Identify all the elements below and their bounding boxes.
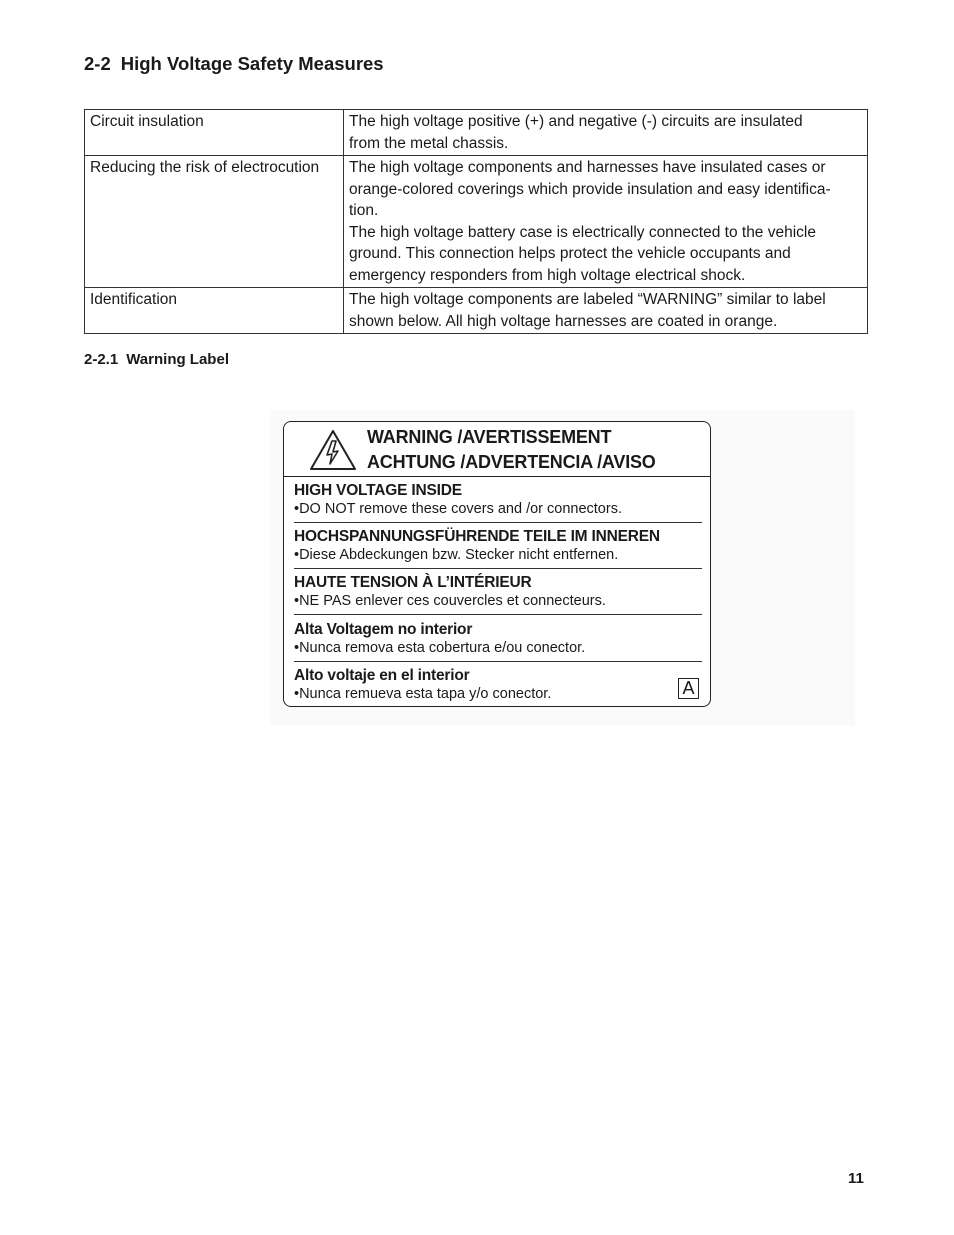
warning-section-heading: HAUTE TENSION À L’INTÉRIEUR (294, 574, 532, 591)
description-line: orange-colored coverings which provide insulation and easy identifica- (349, 180, 831, 198)
warning-section-text: •Nunca remova esta cobertura e/ou conector. (294, 640, 586, 656)
table-row (85, 288, 868, 334)
subsection-title (84, 351, 229, 368)
warning-section-heading: Alto voltaje en el interior (294, 667, 470, 684)
warning-section (294, 568, 702, 615)
warning-section-text: •NE PAS enlever ces couvercles et connecteurs. (294, 593, 606, 609)
warning-label-header (284, 422, 710, 477)
high-voltage-triangle-icon (308, 428, 358, 472)
warning-section-heading: HOCHSPANNUNGSFÜHRENDE TEILE IM INNEREN (294, 528, 660, 545)
label-id-badge: A (678, 678, 699, 699)
warning-section-text: •DO NOT remove these covers and /or connectors. (294, 501, 622, 517)
description-line: from the metal chassis. (349, 134, 509, 152)
description-line: tion. (349, 202, 379, 219)
description-line: shown below. All high voltage harnesses are coated in orange. (349, 312, 778, 330)
row-label: Identification (85, 288, 344, 334)
description-line: ground. This connection helps protect the vehicle occupants and (349, 245, 791, 262)
row-description (344, 156, 868, 288)
section-number: 2-2 (84, 53, 111, 74)
row-description (344, 110, 868, 156)
subsection-title-text: Warning Label (126, 351, 229, 368)
description-line: emergency responders from high voltage electrical shock. (349, 266, 746, 284)
warning-section (294, 615, 702, 662)
warning-section-text: •Diese Abdeckungen bzw. Stecker nicht entfernen. (294, 547, 619, 563)
warning-section (294, 522, 702, 569)
section-title-text: High Voltage Safety Measures (120, 53, 384, 74)
page-number: 11 (848, 1170, 864, 1187)
description-line: The high voltage battery case is electrically connected to the vehicle (349, 223, 816, 241)
warning-label (283, 421, 711, 707)
subsection-number: 2-2.1 (84, 351, 119, 368)
warning-section (294, 661, 702, 707)
safety-measures-table (84, 109, 868, 334)
description-line: The high voltage components and harnesses have insulated cases or (349, 159, 826, 176)
table-row (85, 110, 868, 156)
description-line: The high voltage positive (+) and negative (-) circuits are insulated (349, 113, 803, 130)
warning-section-heading: Alta Voltagem no interior (294, 621, 473, 638)
row-label: Circuit insulation (85, 110, 344, 156)
warning-title-line2: ACHTUNG /ADVERTENCIA /AVISO (367, 452, 656, 472)
row-label: Reducing the risk of electrocution (85, 156, 344, 288)
description-line: The high voltage components are labeled “WARNING” similar to label (349, 291, 826, 308)
warning-section-heading: HIGH VOLTAGE INSIDE (294, 482, 462, 499)
warning-title-line1: WARNING /AVERTISSEMENT (367, 427, 612, 447)
warning-section (294, 476, 702, 523)
row-description (344, 288, 868, 334)
section-title (84, 53, 384, 75)
warning-section-text: •Nunca remueva esta tapa y/o conector. (294, 686, 552, 702)
table-row (85, 156, 868, 288)
